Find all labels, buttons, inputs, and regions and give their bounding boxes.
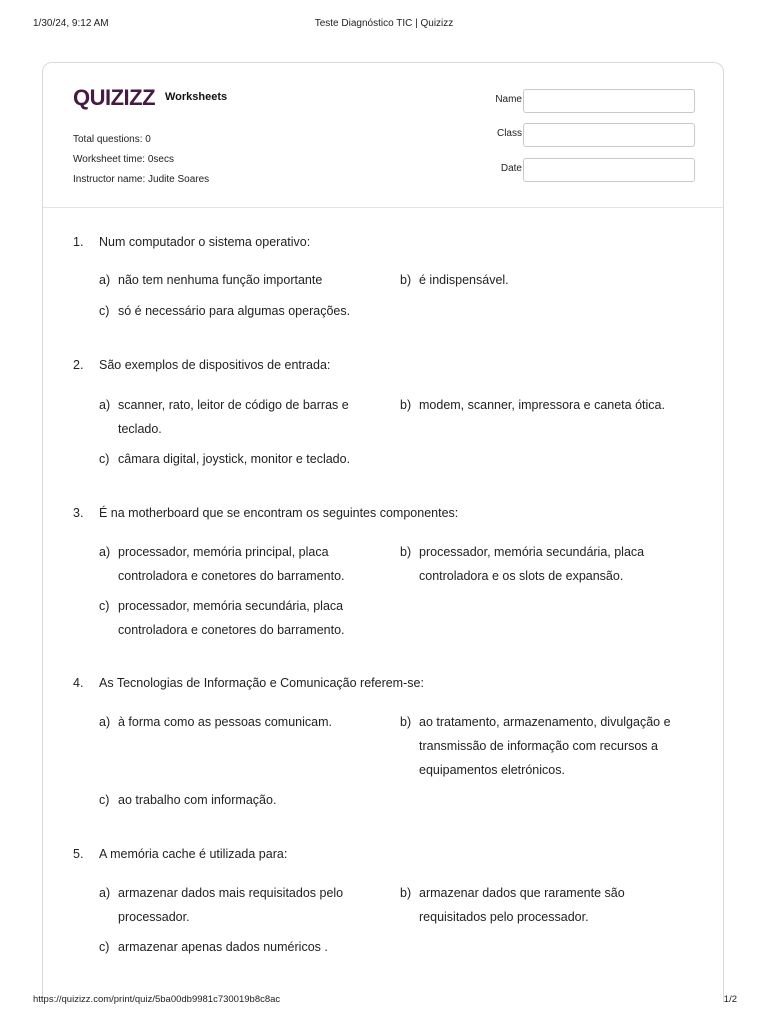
option-b xyxy=(400,268,668,292)
option-letter: a) xyxy=(99,886,111,900)
print-datetime: 1/30/24, 9:12 AM xyxy=(33,18,109,29)
option-letter: b) xyxy=(400,886,412,900)
question-text: A memória cache é utilizada para: xyxy=(99,847,288,861)
question-stem xyxy=(73,235,310,249)
question-number: 5. xyxy=(73,847,84,861)
option-letter: b) xyxy=(400,545,412,559)
svg-text:QUIZIZZ: QUIZIZZ xyxy=(73,85,156,110)
option-letter: c) xyxy=(99,599,110,613)
print-footer xyxy=(0,994,768,1008)
class-field xyxy=(473,123,695,147)
question-stem xyxy=(73,506,458,520)
option-letter: c) xyxy=(99,304,110,318)
option-a xyxy=(99,268,367,292)
option-c xyxy=(99,447,419,471)
option-text: processador, memória secundária, placa controladora e conetores do barramento. xyxy=(118,599,345,637)
option-letter: a) xyxy=(99,545,111,559)
option-text: armazenar dados que raramente são requisitados pelo processador. xyxy=(419,886,625,924)
option-b xyxy=(400,540,668,588)
worksheet-meta xyxy=(73,130,209,190)
option-b xyxy=(400,710,682,782)
date-label: Date xyxy=(500,163,522,174)
option-letter: c) xyxy=(99,793,110,807)
option-c xyxy=(99,299,419,323)
option-text: processador, memória principal, placa controladora e conetores do barramento. xyxy=(118,545,345,583)
print-header xyxy=(0,18,768,32)
option-letter: b) xyxy=(400,398,412,412)
name-label: Name xyxy=(495,94,522,105)
worksheet xyxy=(42,62,724,1002)
option-letter: a) xyxy=(99,273,111,287)
question-number: 3. xyxy=(73,506,84,520)
question-stem xyxy=(73,676,424,690)
question-number: 1. xyxy=(73,235,84,249)
total-questions: Total questions: 0 xyxy=(73,134,151,145)
option-a xyxy=(99,881,367,929)
option-text: é indispensável. xyxy=(419,273,509,287)
option-text: modem, scanner, impressora e caneta ótica. xyxy=(419,398,665,412)
worksheets-label: Worksheets xyxy=(165,91,228,103)
question-text: É na motherboard que se encontram os seguintes componentes: xyxy=(99,506,459,520)
question-text: São exemplos de dispositivos de entrada: xyxy=(99,358,331,372)
option-a xyxy=(99,710,367,734)
option-text: ao trabalho com informação. xyxy=(118,793,277,807)
option-text: armazenar apenas dados numéricos . xyxy=(118,940,328,954)
option-c xyxy=(99,788,367,812)
option-text: à forma como as pessoas comunicam. xyxy=(118,715,332,729)
name-field xyxy=(473,89,695,113)
brand xyxy=(73,85,227,111)
option-letter: a) xyxy=(99,398,111,412)
option-text: ao tratamento, armazenamento, divulgação e transmissão de informação com recursos a equipamentos eletrónicos. xyxy=(419,715,671,777)
option-a xyxy=(99,540,367,588)
date-input[interactable] xyxy=(523,158,695,182)
question-text: Num computador o sistema operativo: xyxy=(99,235,311,249)
option-a xyxy=(99,393,367,441)
option-b xyxy=(400,393,700,417)
print-doc-title: Teste Diagnóstico TIC | Quizizz xyxy=(314,18,454,29)
option-text: câmara digital, joystick, monitor e teclado. xyxy=(118,452,351,466)
option-text: só é necessário para algumas operações. xyxy=(118,304,351,318)
instructor-name: Instructor name: Judite Soares xyxy=(73,174,210,185)
class-label: Class xyxy=(496,128,522,139)
option-c xyxy=(99,935,367,959)
option-text: não tem nenhuma função importante xyxy=(118,273,323,287)
name-input[interactable] xyxy=(523,89,695,113)
page-number: 1/2 xyxy=(723,994,737,1005)
option-text: scanner, rato, leitor de código de barras e teclado. xyxy=(118,398,349,436)
print-url: https://quizizz.com/print/quiz/5ba00db9981c730019b8c8ac xyxy=(33,994,281,1005)
worksheet-time: Worksheet time: 0secs xyxy=(73,154,174,165)
option-letter: c) xyxy=(99,940,110,954)
question-stem xyxy=(73,847,287,861)
question-number: 2. xyxy=(73,358,84,372)
option-text: armazenar dados mais requisitados pelo processador. xyxy=(118,886,344,924)
option-letter: c) xyxy=(99,452,110,466)
option-letter: a) xyxy=(99,715,111,729)
option-text: processador, memória secundária, placa controladora e os slots de expansão. xyxy=(419,545,645,583)
option-c xyxy=(99,594,367,642)
question-number: 4. xyxy=(73,676,84,690)
date-field xyxy=(473,158,695,182)
question-stem xyxy=(73,358,330,372)
option-letter: b) xyxy=(400,273,412,287)
option-letter: b) xyxy=(400,715,412,729)
worksheet-header xyxy=(43,63,723,208)
class-input[interactable] xyxy=(523,123,695,147)
option-b xyxy=(400,881,668,929)
quizizz-logo xyxy=(73,85,159,111)
question-text: As Tecnologias de Informação e Comunicação referem-se: xyxy=(99,676,424,690)
